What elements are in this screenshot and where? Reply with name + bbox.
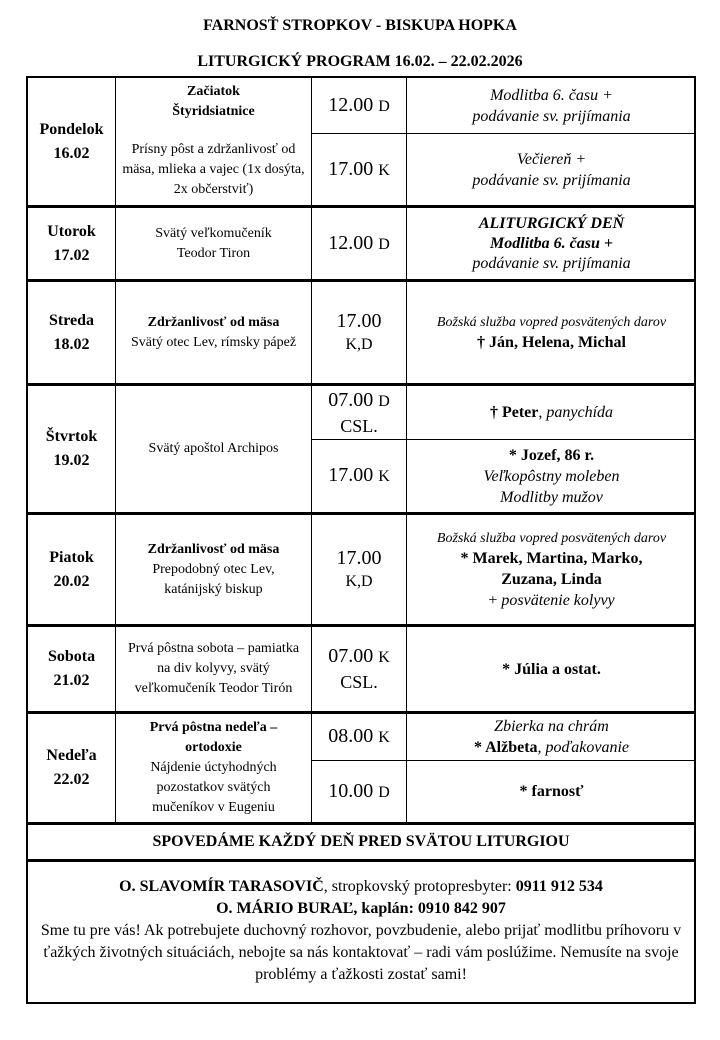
program-line: posvätenie kolyvy bbox=[501, 591, 615, 609]
day-friday bbox=[28, 515, 115, 624]
time-code: K bbox=[378, 468, 390, 485]
feast-title: Začiatok Štyridsiatnice bbox=[172, 84, 255, 119]
program-entry bbox=[407, 386, 696, 439]
time-code: D bbox=[378, 783, 390, 801]
priest1-role: , stropkovský protopresbyter: bbox=[323, 878, 516, 895]
day-date: 22.02 bbox=[53, 771, 90, 788]
program-line: Božská služba vopred posvätených darov bbox=[436, 530, 667, 546]
priest1-line bbox=[26, 876, 696, 898]
time-slot bbox=[312, 714, 406, 760]
program-line: , panychída bbox=[538, 404, 614, 421]
program-line: Zbierka na chrám bbox=[494, 718, 609, 735]
time-slot bbox=[312, 627, 406, 711]
program-line: Večiereň + bbox=[516, 150, 587, 168]
program-entry bbox=[407, 282, 696, 383]
day-tuesday bbox=[28, 208, 115, 279]
feast-thursday bbox=[116, 386, 311, 512]
program-line: Veľkopôstny moleben bbox=[483, 467, 620, 485]
time-value: 17.00 bbox=[336, 546, 382, 569]
time-code: K bbox=[378, 729, 390, 746]
day-date: 21.02 bbox=[53, 672, 90, 689]
program-line: Božská služba vopred posvätených darov bbox=[436, 314, 667, 330]
time-value: 17.00 bbox=[328, 157, 374, 180]
program-entry bbox=[407, 208, 696, 279]
feast-title: Zdržanlivosť od mäsa bbox=[147, 541, 280, 557]
intention-name: † Peter bbox=[489, 404, 539, 421]
feast-text: Svätý veľkomučeník bbox=[155, 225, 272, 241]
day-date: 17.02 bbox=[53, 246, 90, 264]
time-value: 07.00 bbox=[328, 645, 374, 667]
time-slot bbox=[312, 208, 406, 279]
program-line: podávanie sv. prijímania bbox=[472, 171, 631, 189]
program-entry bbox=[407, 440, 696, 512]
day-date: 20.02 bbox=[53, 572, 90, 590]
feast-title: Zdržanlivosť od mäsa bbox=[147, 314, 280, 330]
time-slot bbox=[312, 134, 406, 205]
day-name: Nedeľa bbox=[46, 747, 97, 764]
time-slot bbox=[312, 515, 406, 624]
time-value: 17.00 bbox=[328, 464, 374, 486]
feast-text: Svätý apoštol Archipos bbox=[148, 441, 279, 456]
plus-sign: + bbox=[488, 591, 498, 609]
program-line: Modlitba 6. času + bbox=[490, 234, 613, 252]
feast-title: Prvá pôstna nedeľa – ortodoxie bbox=[149, 720, 278, 755]
feast-text: Prepodobný otec Lev, katánijský biskup bbox=[152, 561, 275, 597]
time-slot bbox=[312, 78, 406, 133]
day-name: Pondelok bbox=[39, 120, 104, 138]
time-code: D bbox=[378, 97, 390, 115]
program-entry bbox=[407, 134, 696, 205]
time-slot bbox=[312, 282, 406, 383]
program-entry bbox=[407, 515, 696, 624]
time-value: 08.00 bbox=[328, 725, 374, 747]
program-line: podávanie sv. prijímania bbox=[472, 107, 631, 125]
feast-text: Nájdenie úctyhodných pozostatkov svätých mučeníkov v Eugeniu bbox=[150, 760, 277, 815]
day-sunday bbox=[28, 714, 115, 822]
time-slot bbox=[312, 386, 406, 439]
feast-monday bbox=[116, 78, 311, 205]
day-date: 19.02 bbox=[53, 452, 90, 469]
priest1-name: O. SLAVOMÍR TARASOVIČ bbox=[119, 878, 324, 895]
time-code: K bbox=[378, 161, 390, 179]
feast-sunday bbox=[116, 714, 311, 822]
time-code: K,D bbox=[345, 572, 373, 590]
program-line: , poďakovanie bbox=[537, 739, 630, 756]
feast-tuesday bbox=[116, 208, 311, 279]
feast-text: Teodor Tiron bbox=[176, 245, 251, 261]
program-line: * Jozef, 86 r. bbox=[508, 446, 595, 464]
day-saturday bbox=[28, 627, 115, 711]
day-date: 16.02 bbox=[53, 144, 90, 162]
priest1-phone: 0911 912 534 bbox=[515, 878, 603, 895]
program-line: ALITURGICKÝ DEŇ bbox=[478, 214, 625, 232]
day-name: Streda bbox=[48, 311, 95, 329]
program-entry bbox=[407, 627, 696, 711]
feast-wednesday bbox=[116, 282, 311, 383]
parish-title: FARNOSŤ STROPKOV - BISKUPA HOPKA bbox=[203, 17, 517, 34]
time-value: 10.00 bbox=[328, 779, 374, 802]
time-code: K bbox=[378, 649, 390, 666]
day-name: Štvrtok bbox=[45, 428, 98, 445]
section-separator bbox=[26, 859, 696, 862]
feast-text: Prísny pôst a zdržanlivosť od mäsa, mlieka a vajec (1x dosýta, 2x občerstviť) bbox=[122, 142, 305, 197]
program-line: † Ján, Helena, Michal bbox=[477, 333, 626, 351]
program-entry bbox=[407, 714, 696, 760]
contact-message: Sme tu pre vás! Ak potrebujete duchovný rozhovor, povzbudenie, alebo prijať modlitbu príhovoru v ťažkých životných situáciách, nebojte sa nás kontaktovať – radi vám poslúžime. Nemusíte na svoje problémy a ťažkosti zostať sami! bbox=[40, 922, 682, 983]
program-line: * Marek, Martina, Marko, Zuzana, Linda bbox=[460, 549, 643, 588]
language-code: CSL. bbox=[340, 415, 378, 436]
time-value: 07.00 bbox=[328, 388, 374, 411]
program-line: Modlitby mužov bbox=[500, 488, 603, 506]
contacts-section bbox=[26, 876, 696, 986]
feast-saturday bbox=[116, 627, 311, 711]
time-value: 17.00 bbox=[336, 309, 382, 332]
program-line: podávanie sv. prijímania bbox=[472, 254, 631, 272]
language-code: CSL. bbox=[340, 672, 378, 692]
feast-text: Svätý otec Lev, rímsky pápež bbox=[130, 334, 297, 350]
day-name: Utorok bbox=[47, 222, 96, 240]
program-line: Modlitba 6. času + bbox=[490, 86, 613, 104]
time-code: D bbox=[378, 235, 390, 253]
time-value: 12.00 bbox=[328, 93, 374, 116]
time-code: D bbox=[378, 392, 390, 410]
program-entry bbox=[407, 78, 696, 133]
day-wednesday bbox=[28, 282, 115, 383]
confession-banner: SPOVEDÁME KAŽDÝ DEŇ PRED SVÄTOU LITURGIOU bbox=[152, 833, 570, 850]
day-thursday bbox=[28, 386, 115, 512]
feast-text: Prvá pôstna sobota – pamiatka na div kolyvy, svätý veľkomučeník Teodor Tirón bbox=[127, 641, 300, 696]
program-line: * Júlia a ostat. bbox=[502, 660, 601, 678]
program-line: * farnosť bbox=[519, 783, 584, 800]
time-slot bbox=[312, 440, 406, 512]
feast-friday bbox=[116, 515, 311, 624]
intention-name: * Alžbeta bbox=[473, 739, 538, 756]
day-name: Sobota bbox=[47, 648, 96, 665]
program-entry bbox=[407, 761, 696, 822]
day-monday bbox=[28, 78, 115, 205]
time-value: 12.00 bbox=[328, 231, 374, 254]
time-code: K,D bbox=[345, 335, 373, 353]
day-date: 18.02 bbox=[53, 335, 90, 353]
time-slot bbox=[312, 761, 406, 822]
program-subtitle: LITURGICKÝ PROGRAM 16.02. – 22.02.2026 bbox=[197, 53, 523, 70]
day-name: Piatok bbox=[49, 548, 94, 566]
priest2-line: O. MÁRIO BURAĽ, kaplán: 0910 842 907 bbox=[216, 900, 506, 917]
